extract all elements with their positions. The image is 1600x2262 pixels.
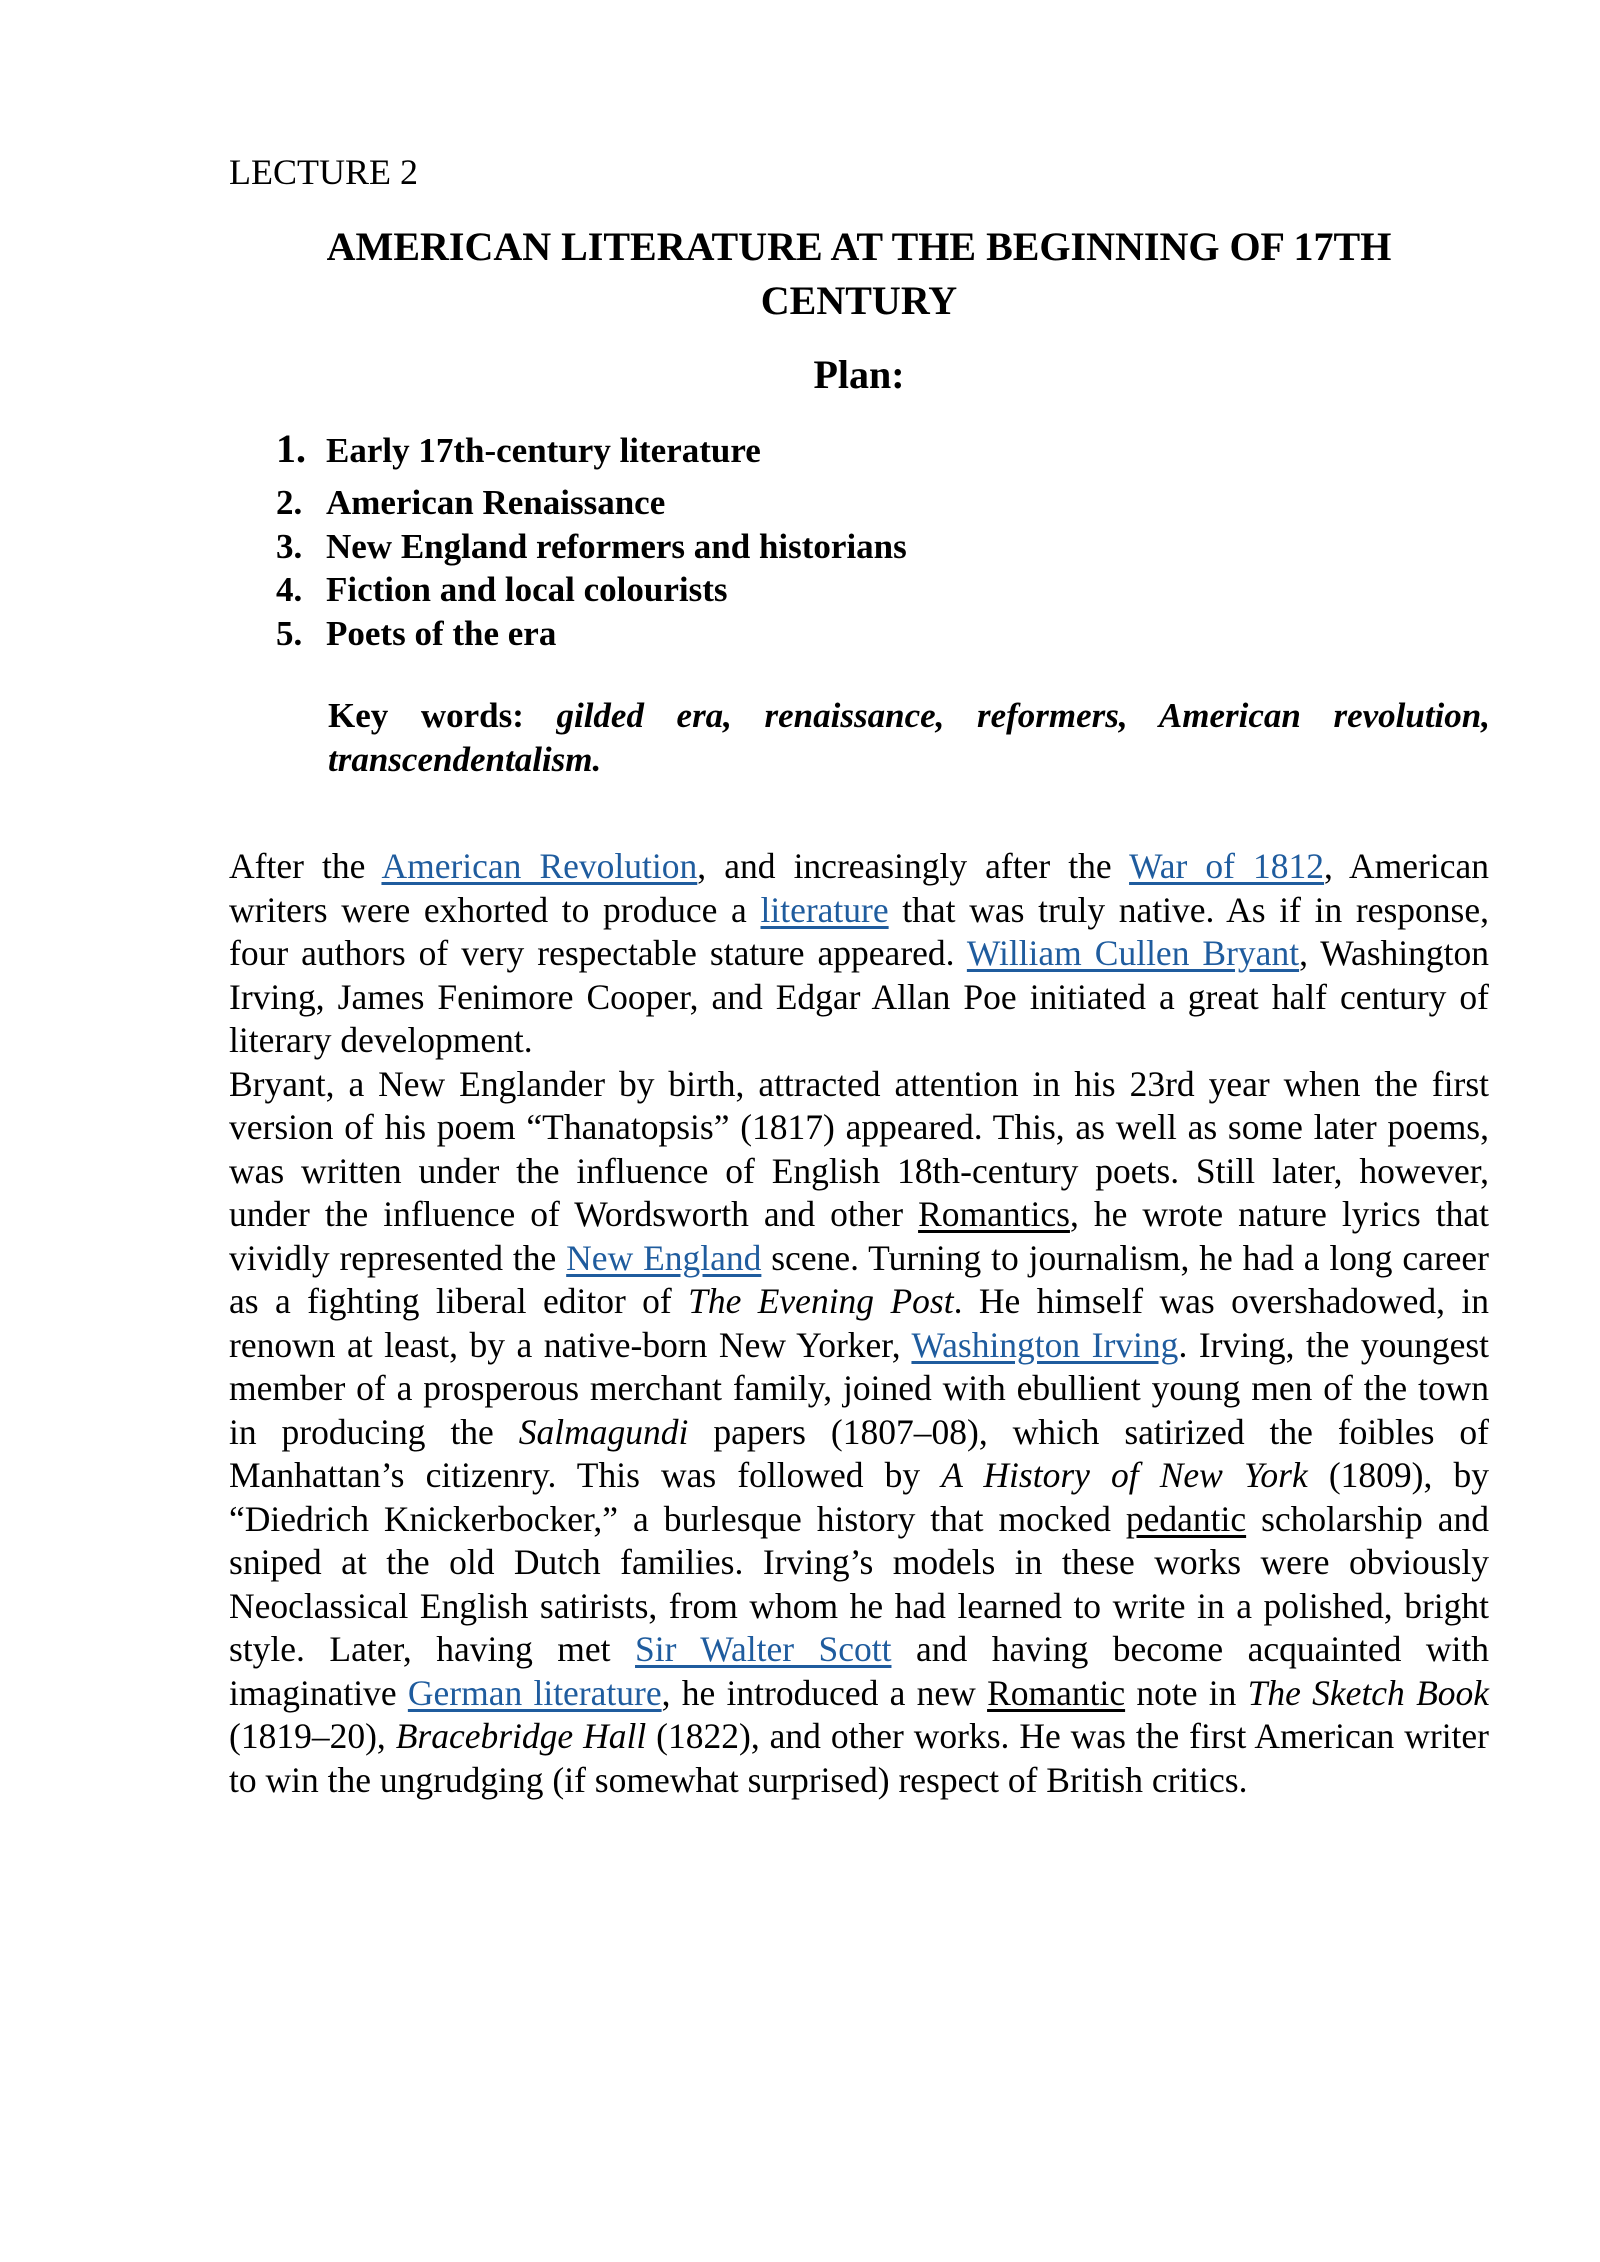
text-run: (1819–20), [229,1716,396,1756]
plan-item-number: 2. [276,483,303,522]
link-william-cullen-bryant[interactable]: William Cullen Bryant [966,933,1300,973]
paragraph-1 [229,845,1489,1063]
plan-heading: Plan: [813,352,905,397]
text-run: that was truly native. As if in response, four authors of very respectable stature appeared. [229,889,1489,973]
title-bracebridge-hall: Bracebridge Hall [395,1716,647,1756]
text-run: note in [1125,1672,1248,1713]
link-romantics[interactable]: Romantics [918,1194,1070,1234]
text-run: scene. Turning to journalism, he had a long career as a fighting liberal editor of [229,1237,1490,1321]
text-run: , Washington Irving, James Fenimore Cooper, and Edgar Allan Poe initiated a great half century of literary development. [229,933,1490,1060]
key-words-value: gilded era, renaissance, reformers, American revolution, transcendentalism. [328,696,1490,779]
title-the-evening-post: The Evening Post [688,1281,954,1321]
text-run: Bryant, a New Englander by birth, attracted attention in his 23rd year when the first version of his poem “Thanatopsis” (1817) appeared. This, as well as some later poems, was written under the influence of English 18th-century poets. Still later, however, under the influence of Wordsworth and other [229,1063,1489,1234]
key-words-label: Key words: [328,696,557,735]
link-war-of-1812[interactable]: War of 1812 [1129,846,1325,886]
plan-item [276,612,907,656]
plan-item-number: 4. [276,570,303,609]
link-sir-walter-scott[interactable]: Sir Walter Scott [635,1629,892,1669]
plan-item-text: Early 17th-century literature [326,431,761,470]
text-run: and having become acquainted with imaginative [229,1629,1489,1713]
plan-item-text: New England reformers and historians [326,526,907,566]
plan-item [276,525,907,569]
title-a-history-of-new-york: A History of New York [941,1455,1308,1495]
page-title: AMERICAN LITERATURE AT THE BEGINNING OF 17TH CENTURY [326,224,1392,323]
plan-item-text: Poets of the era [326,613,557,653]
text-run: , and increasingly after the [697,846,1130,886]
plan-item-number: 3. [276,526,303,566]
key-words [328,694,1490,782]
link-literature[interactable]: literature [760,889,889,930]
text-run: After the [229,846,382,886]
text-run: papers (1807–08), which satirized the foibles of Manhattan’s citizenry. This was followed by [229,1411,1489,1495]
text-run: . Irving, the youngest member of a prosperous merchant family, joined with ebullient young men of the town in producing the [229,1324,1490,1452]
link-new-england[interactable]: New England [566,1237,762,1278]
plan-item [276,425,907,481]
text-run: . He himself was overshadowed, in renown at least, by a native-born New Yorker, [229,1281,1489,1365]
link-german-literature[interactable]: German literature [407,1672,662,1713]
plan-item-number: 1. [276,426,306,471]
plan-item [276,568,907,612]
text-run: , he wrote nature lyrics that vividly represented the [229,1194,1489,1278]
plan-item-text: Fiction and local colourists [326,570,728,609]
plan-item [276,481,907,525]
text-run: (1822), and other works. He was the first American writer to win the ungrudging (if somewhat surprised) respect of British critics. [229,1716,1489,1800]
text-run: scholarship and sniped at the old Dutch families. Irving’s models in these works were obviously Neoclassical English satirists, from whom he had learned to write in a polished, bright style. Later, having met [229,1498,1489,1669]
lecture-label: LECTURE 2 [229,152,418,192]
text-run: (1809), by “Diedrich Knickerbocker,” a burlesque history that mocked [229,1455,1489,1539]
link-pedantic[interactable]: pedantic [1125,1498,1247,1539]
plan-item-text: American Renaissance [326,483,666,522]
body-text [229,845,1489,1802]
plan-list [276,425,907,655]
plan-item-number: 5. [276,613,303,653]
text-run: , American writers were exhorted to produce a [229,846,1489,930]
link-american-revolution[interactable]: American Revolution [381,846,698,886]
text-run: , he introduced a new [661,1672,988,1713]
link-washington-irving[interactable]: Washington Irving [911,1324,1179,1365]
paragraph-2 [229,1063,1489,1803]
title-the-sketch-book: The Sketch Book [1247,1672,1490,1713]
link-romantic[interactable]: Romantic [987,1672,1126,1713]
title-salmagundi: Salmagundi [518,1411,689,1452]
